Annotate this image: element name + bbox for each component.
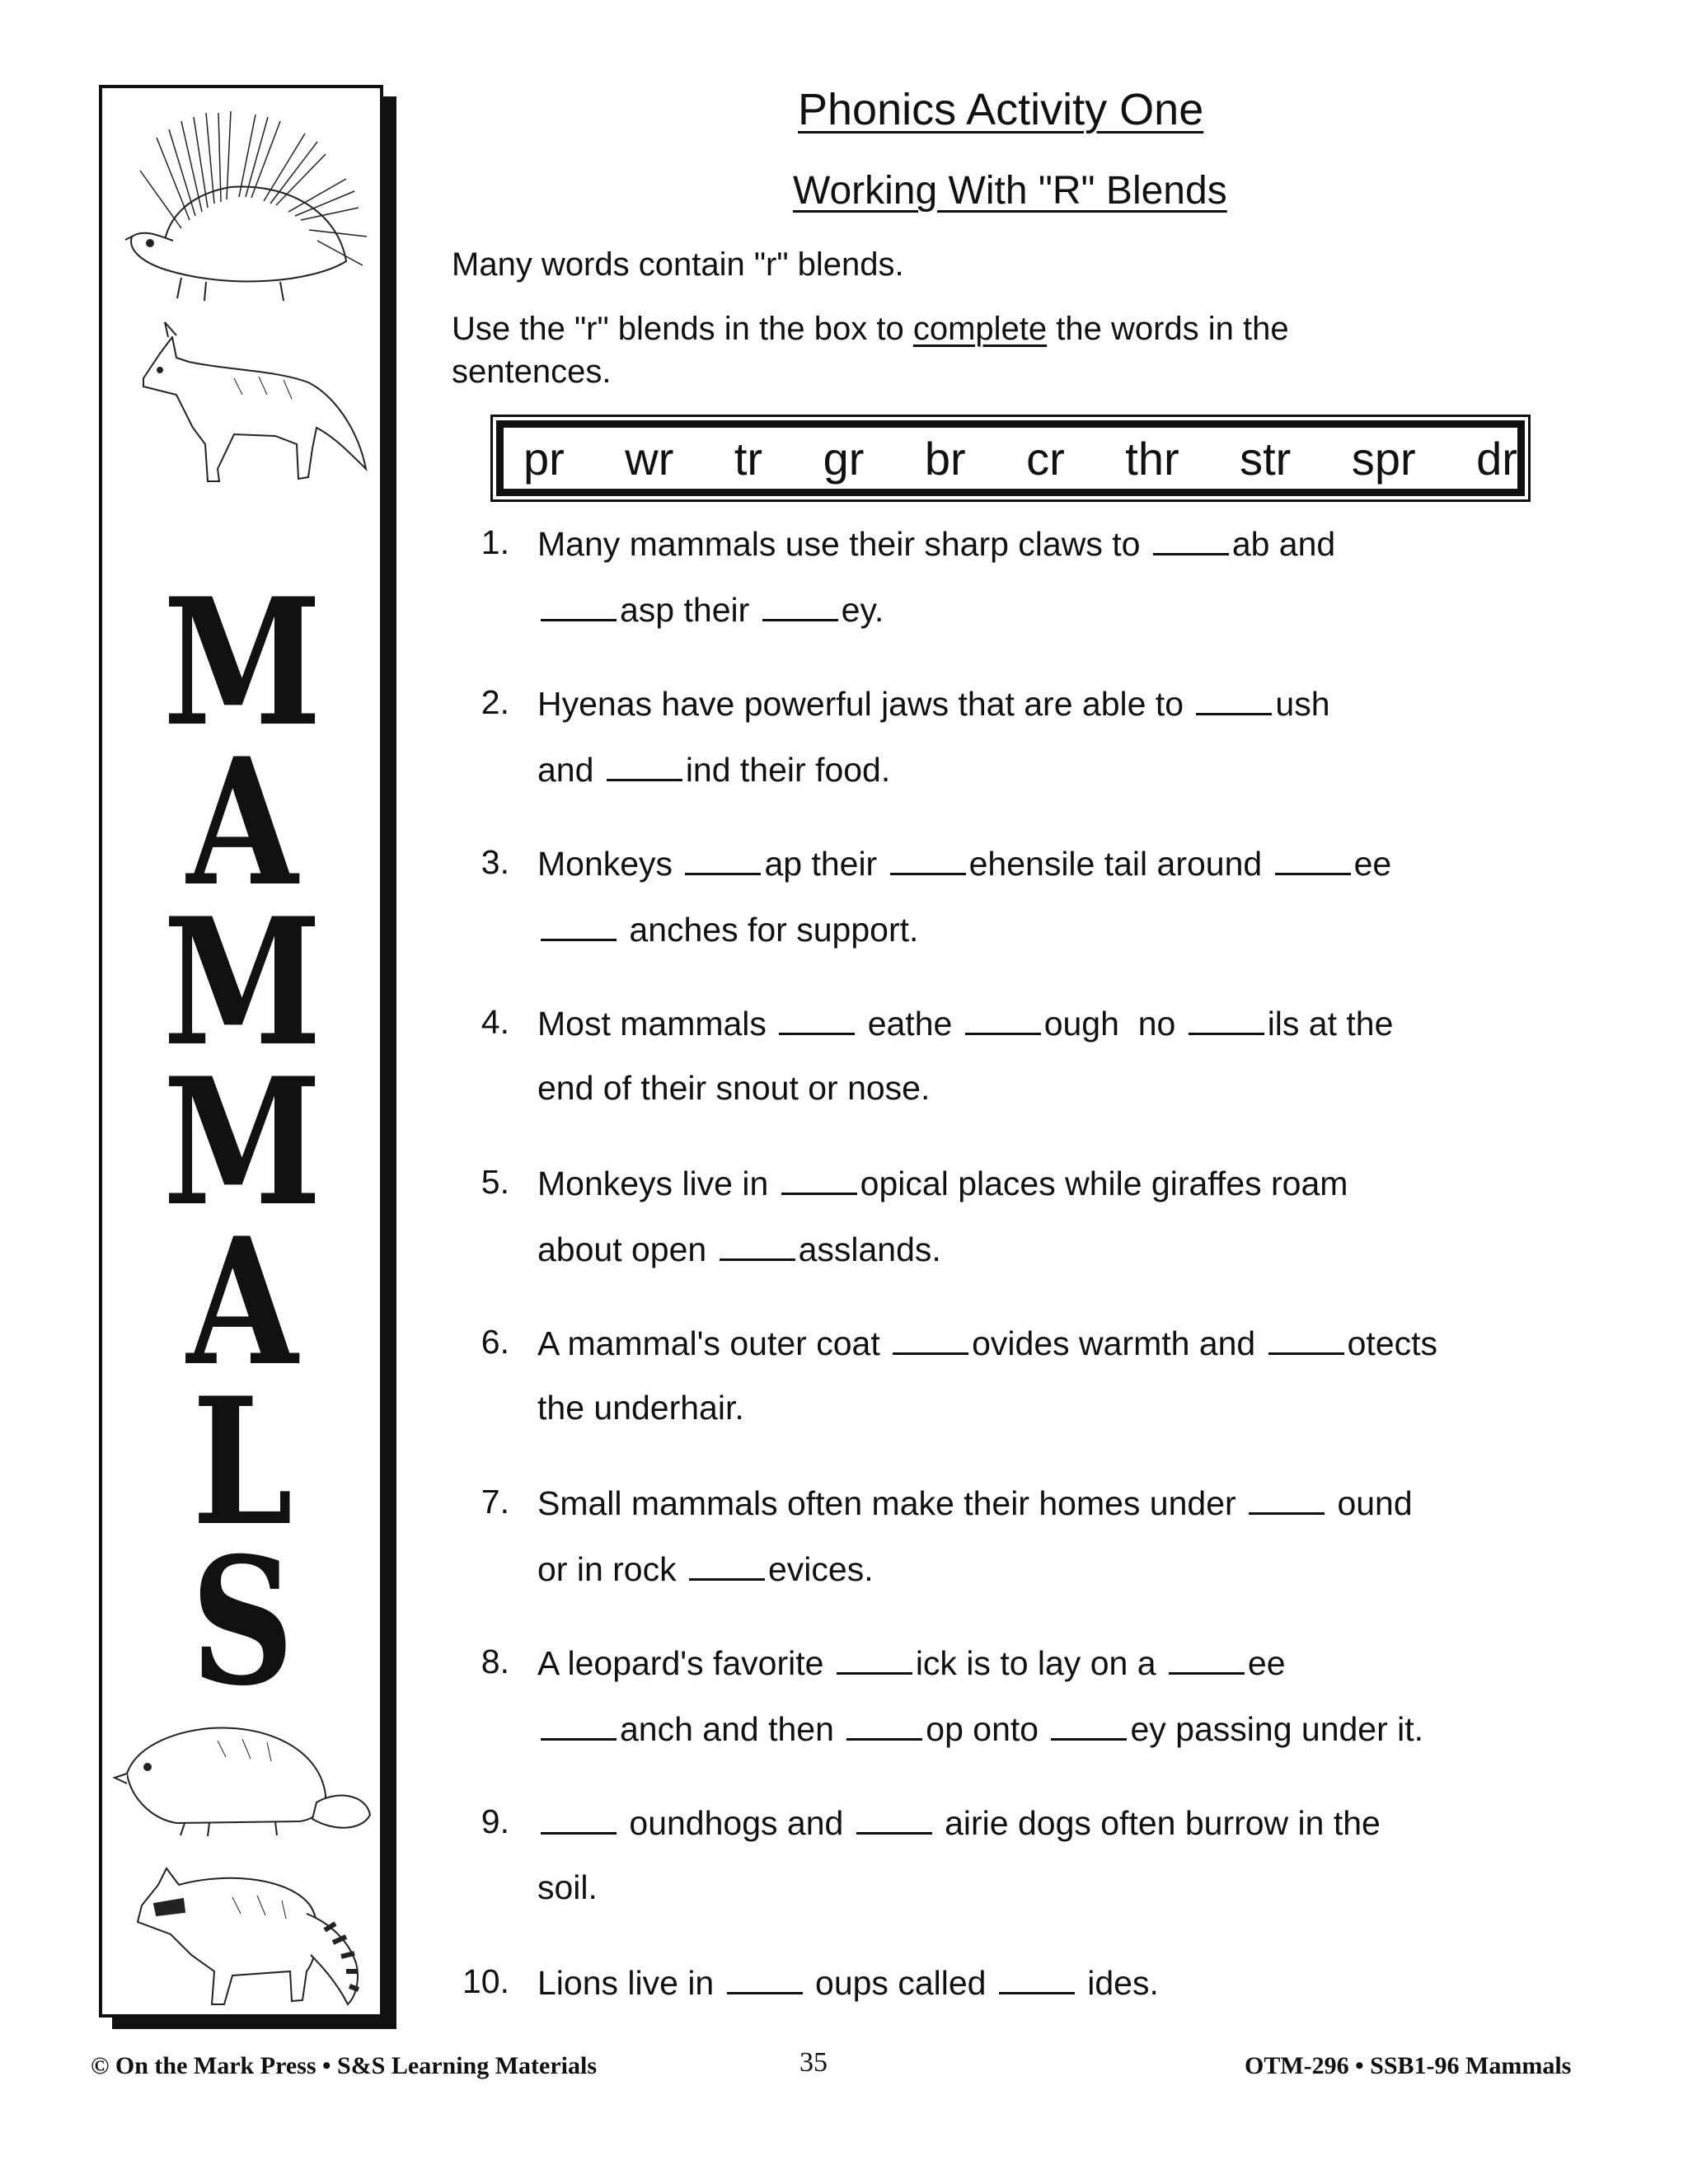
question-number: 4. <box>481 1003 509 1041</box>
question-text: eathe <box>858 1005 962 1043</box>
question-number: 8. <box>481 1643 509 1680</box>
blend-item: str <box>1240 432 1292 485</box>
intro-text: Use the "r" blends in the box to <box>452 311 913 347</box>
answer-blank[interactable] <box>541 589 617 621</box>
question-text: ils at the <box>1267 1005 1394 1043</box>
question-line <box>537 1483 1413 1523</box>
question-number: 1. <box>481 523 509 561</box>
blend-item: pr <box>523 432 565 485</box>
page-number: 35 <box>799 2047 828 2078</box>
raccoon-illustration <box>109 1840 381 2013</box>
question-text: opical places while giraffes roam <box>860 1165 1348 1202</box>
answer-blank[interactable] <box>779 1003 855 1035</box>
question-text: oups called <box>805 1964 996 2002</box>
question-number: 5. <box>481 1163 509 1201</box>
question-line <box>537 1549 874 1589</box>
question-line <box>537 843 1391 883</box>
blend-word-box <box>496 420 1525 496</box>
question-line <box>537 1962 1159 2003</box>
question-text: ee <box>1353 845 1392 883</box>
answer-blank[interactable] <box>727 1962 803 1994</box>
question-line <box>537 1069 930 1108</box>
question-text: ough no <box>1043 1005 1185 1043</box>
intro-text: the words in the <box>1047 311 1289 347</box>
question-line <box>537 1389 744 1427</box>
beaver-illustration <box>102 1691 374 1840</box>
title-letter: A <box>186 719 296 925</box>
question-text: anch and then <box>620 1710 844 1748</box>
footer-copyright: © On the Mark Press • S&S Learning Materials <box>91 2052 597 2079</box>
question-text: ehensile tail around <box>968 845 1272 883</box>
question-text: or in rock <box>537 1550 686 1588</box>
question-line <box>537 589 884 630</box>
footer-product-code: OTM-296 • SSB1-96 Mammals <box>1245 2052 1572 2079</box>
answer-blank[interactable] <box>1153 523 1229 555</box>
answer-blank[interactable] <box>856 1802 932 1835</box>
question-text: Monkeys <box>537 845 682 883</box>
answer-blank[interactable] <box>1268 1323 1344 1355</box>
fox-illustration <box>110 304 374 494</box>
question-number: 10. <box>462 1962 509 2000</box>
question-text: ap their <box>764 845 887 883</box>
sidebar-panel <box>99 85 383 2018</box>
question-text: and <box>537 751 603 789</box>
question-text: Most mammals <box>537 1005 776 1043</box>
question-text: ides. <box>1077 1964 1159 2002</box>
question-number: 7. <box>481 1483 509 1521</box>
answer-blank[interactable] <box>1249 1483 1325 1515</box>
answer-blank[interactable] <box>541 1708 617 1741</box>
question-line <box>537 1708 1423 1749</box>
question-line <box>537 1868 598 1907</box>
question-text: anches for support. <box>620 911 919 949</box>
answer-blank[interactable] <box>1196 683 1272 715</box>
question-text: Lions live in <box>537 1964 724 2002</box>
question-text: end of their snout or nose. <box>537 1069 931 1107</box>
title-letter: S <box>190 1519 292 1724</box>
blend-item: gr <box>823 432 865 485</box>
page-title: Phonics Activity One <box>798 85 1204 134</box>
question-line <box>537 749 890 790</box>
question-text: oundhogs and <box>620 1804 853 1842</box>
blend-item: thr <box>1125 432 1179 485</box>
question-line <box>537 683 1330 724</box>
question-text: otects <box>1347 1324 1438 1362</box>
question-number: 3. <box>481 843 509 881</box>
answer-blank[interactable] <box>1189 1003 1264 1035</box>
question-line <box>537 1229 941 1269</box>
answer-blank[interactable] <box>1169 1643 1245 1675</box>
answer-blank[interactable] <box>1051 1708 1127 1741</box>
title-letter: A <box>186 1199 296 1404</box>
question-text: about open <box>537 1230 716 1268</box>
question-text: ind their food. <box>685 751 891 789</box>
title-letter: M <box>162 879 320 1085</box>
answer-blank[interactable] <box>685 843 761 875</box>
intro-line-1: Many words contain "r" blends. <box>452 246 904 283</box>
answer-blank[interactable] <box>837 1643 912 1675</box>
question-text: Hyenas have powerful jaws that are able to <box>537 685 1193 723</box>
blend-item: br <box>924 432 966 485</box>
question-text: Monkeys live in <box>537 1165 778 1202</box>
vertical-mammals-title <box>102 560 380 1724</box>
question-text: ovides warmth and <box>972 1324 1265 1362</box>
question-text: ab and <box>1231 525 1336 563</box>
question-line <box>537 523 1335 564</box>
question-number: 9. <box>481 1802 509 1840</box>
question-line <box>537 1643 1286 1683</box>
answer-blank[interactable] <box>965 1003 1041 1035</box>
porcupine-illustration <box>107 105 379 311</box>
question-line <box>537 1003 1393 1043</box>
answer-blank[interactable] <box>541 1802 617 1835</box>
title-letter: L <box>192 1359 290 1564</box>
question-text: evices. <box>768 1550 874 1588</box>
question-line <box>537 1802 1381 1843</box>
question-number: 2. <box>481 683 509 721</box>
complete-emphasis: complete <box>912 311 1048 347</box>
blend-item: wr <box>625 432 674 485</box>
answer-blank[interactable] <box>781 1163 857 1195</box>
page-subtitle: Working With "R" Blends <box>793 169 1227 213</box>
question-text: Small mammals often make their homes under <box>537 1484 1246 1522</box>
question-text: ush <box>1275 685 1330 723</box>
question-text: ey passing under it. <box>1130 1710 1424 1748</box>
question-text: A leopard's favorite <box>537 1644 833 1682</box>
blend-item: tr <box>734 432 763 485</box>
question-line <box>537 1323 1437 1363</box>
answer-blank[interactable] <box>893 1323 968 1355</box>
answer-blank[interactable] <box>846 1708 922 1741</box>
question-text: asp their <box>620 591 759 629</box>
question-text: op onto <box>926 1710 1048 1748</box>
question-text: ound <box>1328 1484 1413 1522</box>
title-letter: M <box>162 1039 320 1244</box>
answer-blank[interactable] <box>890 843 966 875</box>
question-text: ee <box>1247 1644 1286 1682</box>
intro-instructions <box>452 307 1523 393</box>
question-text: Many mammals use their sharp claws to <box>537 525 1150 563</box>
blend-item: dr <box>1476 432 1517 485</box>
answer-blank[interactable] <box>999 1962 1075 1994</box>
question-text: soil. <box>537 1868 598 1906</box>
question-text: asslands. <box>798 1230 941 1268</box>
answer-blank[interactable] <box>762 589 838 621</box>
answer-blank[interactable] <box>689 1549 765 1581</box>
question-text: ey. <box>841 591 884 629</box>
blend-item: spr <box>1351 432 1416 485</box>
answer-blank[interactable] <box>541 909 617 941</box>
question-number: 6. <box>481 1323 509 1361</box>
question-line <box>537 1163 1348 1203</box>
answer-blank[interactable] <box>1275 843 1351 875</box>
question-text: airie dogs often burrow in the <box>935 1804 1381 1842</box>
blend-item: cr <box>1026 432 1065 485</box>
answer-blank[interactable] <box>607 749 682 781</box>
intro-text: sentences. <box>452 354 612 390</box>
question-text: A mammal's outer coat <box>537 1324 890 1362</box>
question-line <box>537 909 918 949</box>
answer-blank[interactable] <box>720 1229 795 1261</box>
question-text: the underhair. <box>537 1389 744 1427</box>
title-letter: M <box>162 560 320 765</box>
question-text: ick is to lay on a <box>915 1644 1165 1682</box>
